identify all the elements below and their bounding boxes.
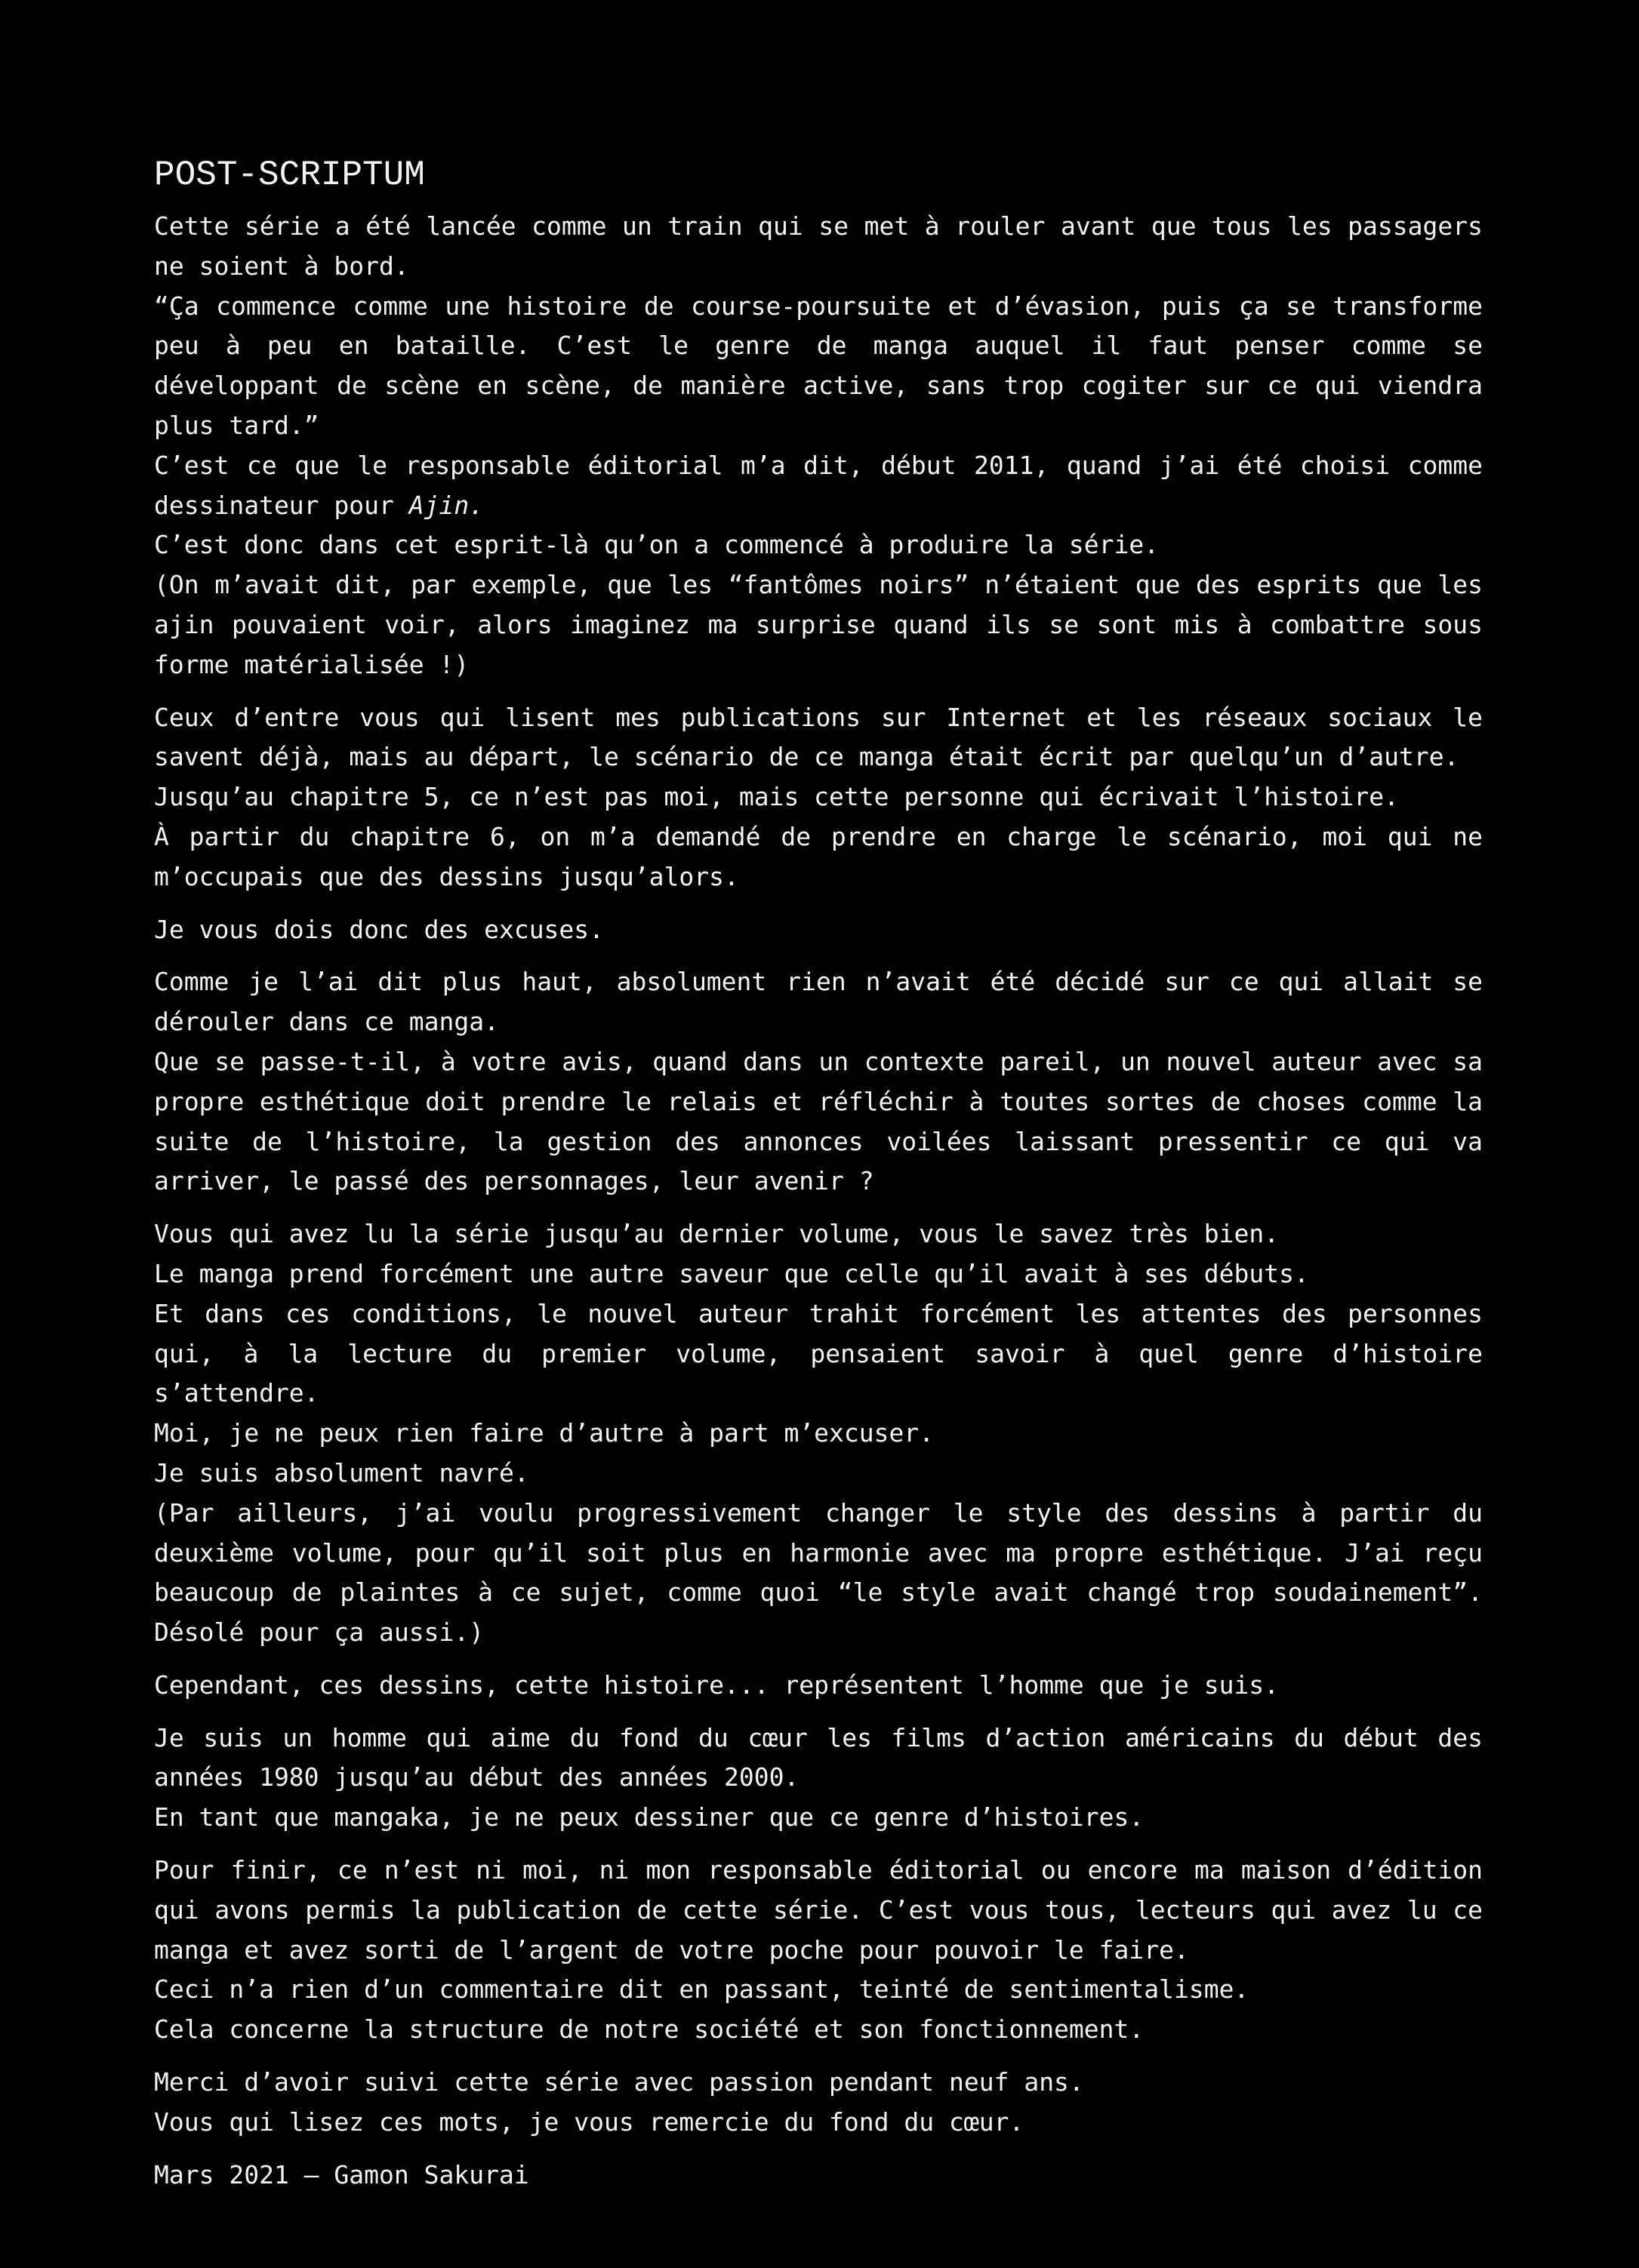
text-line: Vous qui lisez ces mots, je vous remercie du fond du cœur. xyxy=(154,2106,1024,2137)
paragraph-1 xyxy=(154,207,1483,685)
paragraph-4 xyxy=(154,962,1483,1202)
text-line xyxy=(154,446,1483,526)
text-span: C’est ce que le responsable éditorial m’a dit, début 2011, quand j’ai été choisi comme dessinateur pour xyxy=(154,450,1483,520)
paragraph-8 xyxy=(154,1851,1483,2050)
text-line: Et dans ces conditions, le nouvel auteur trahit forcément les attentes des personnes qui, à la lecture du premier volume, pensaient savoir à quel genre d’histoire s’attendre. xyxy=(154,1298,1483,1408)
text-line: Ceci n’a rien d’un commentaire dit en passant, teinté de sentimentalisme. xyxy=(154,1974,1249,2005)
text-line: Ceux d’entre vous qui lisent mes publications sur Internet et les réseaux sociaux le savent déjà, mais au départ, le scénario de ce manga était écrit par quelqu’un d’autre. xyxy=(154,702,1483,772)
title-ajin: Ajin. xyxy=(408,490,485,520)
paragraph-3 xyxy=(154,910,1483,950)
text-line: En tant que mangaka, je ne peux dessiner que ce genre d’histoires. xyxy=(154,1802,1145,1833)
paragraph-6 xyxy=(154,1666,1483,1706)
text-line: À partir du chapitre 6, on m’a demandé de prendre en charge le scénario, moi qui ne m’occupais que des dessins jusqu’alors. xyxy=(154,821,1483,891)
postscript-page xyxy=(154,151,1483,2208)
page-title: POST-SCRIPTUM xyxy=(154,155,425,195)
text-line: Comme je l’ai dit plus haut, absolument rien n’avait été décidé sur ce qui allait se dérouler dans ce manga. xyxy=(154,967,1483,1037)
paragraph-9 xyxy=(154,2063,1483,2143)
text-line: “Ça commence comme une histoire de course-poursuite et d’évasion, puis ça se transforme peu à peu en bataille. C’est le genre de manga auquel il faut penser comme se développant de scène en scène, de manière active, sans trop cogiter sur ce qui viendra plus tard.” xyxy=(154,291,1483,440)
text-line: Jusqu’au chapitre 5, ce n’est pas moi, mais cette personne qui écrivait l’histoire. xyxy=(154,782,1400,812)
text-line: (Par ailleurs, j’ai voulu progressivement changer le style des dessins à partir du deuxième volume, pour qu’il soit plus en harmonie avec ma propre esthétique. J’ai reçu beaucoup de plaintes à ce sujet, comme quoi “le style avait changé trop soudainement”. Désolé pour ça aussi.) xyxy=(154,1497,1483,1648)
paragraph-5 xyxy=(154,1214,1483,1653)
signature-line xyxy=(154,2156,1483,2196)
text-line: Je suis absolument navré. xyxy=(154,1457,529,1488)
text-line: Moi, je ne peux rien faire d’autre à part m’excuser. xyxy=(154,1418,935,1448)
text-line: Que se passe-t-il, à votre avis, quand dans un contexte pareil, un nouvel auteur avec sa propre esthétique doit prendre le relais et réfléchir à toutes sortes de choses comme la suite de l’histoire, la gestion des annonces voilées laissant pressentir ce qui va arriver, le passé des personnages, leur avenir ? xyxy=(154,1046,1483,1196)
text-line: Cependant, ces dessins, cette histoire... représentent l’homme que je suis. xyxy=(154,1669,1280,1700)
text-line: (On m’avait dit, par exemple, que les “fantômes noirs” n’étaient que des esprits que les ajin pouvaient voir, alors imaginez ma surprise quand ils se sont mis à combattre sous forme matérialisée !) xyxy=(154,570,1483,679)
text-line: Merci d’avoir suivi cette série avec passion pendant neuf ans. xyxy=(154,2067,1084,2097)
text-line: Le manga prend forcément une autre saveur que celle qu’il avait à ses débuts. xyxy=(154,1258,1309,1288)
text-line: Vous qui avez lu la série jusqu’au dernier volume, vous le savez très bien. xyxy=(154,1219,1280,1249)
text-line: Cela concerne la structure de notre société et son fonctionnement. xyxy=(154,2014,1145,2045)
paragraph-7 xyxy=(154,1719,1483,1838)
date-signature: Mars 2021 – Gamon Sakurai xyxy=(154,2159,529,2190)
text-line: Cette série a été lancée comme un train qui se met à rouler avant que tous les passagers ne soient à bord. xyxy=(154,211,1483,281)
text-line: Pour finir, ce n’est ni moi, ni mon responsable éditorial ou encore ma maison d’édition qui avons permis la publication de cette série. C’est vous tous, lecteurs qui avez lu ce manga et avez sorti de l’argent de votre poche pour pouvoir le faire. xyxy=(154,1855,1483,1965)
text-line: Je vous dois donc des excuses. xyxy=(154,914,605,944)
text-line: Je suis un homme qui aime du fond du cœur les films d’action américains du début des années 1980 jusqu’au début des années 2000. xyxy=(154,1722,1483,1793)
paragraph-2 xyxy=(154,698,1483,897)
text-line: C’est donc dans cet esprit-là qu’on a commencé à produire la série. xyxy=(154,530,1160,560)
